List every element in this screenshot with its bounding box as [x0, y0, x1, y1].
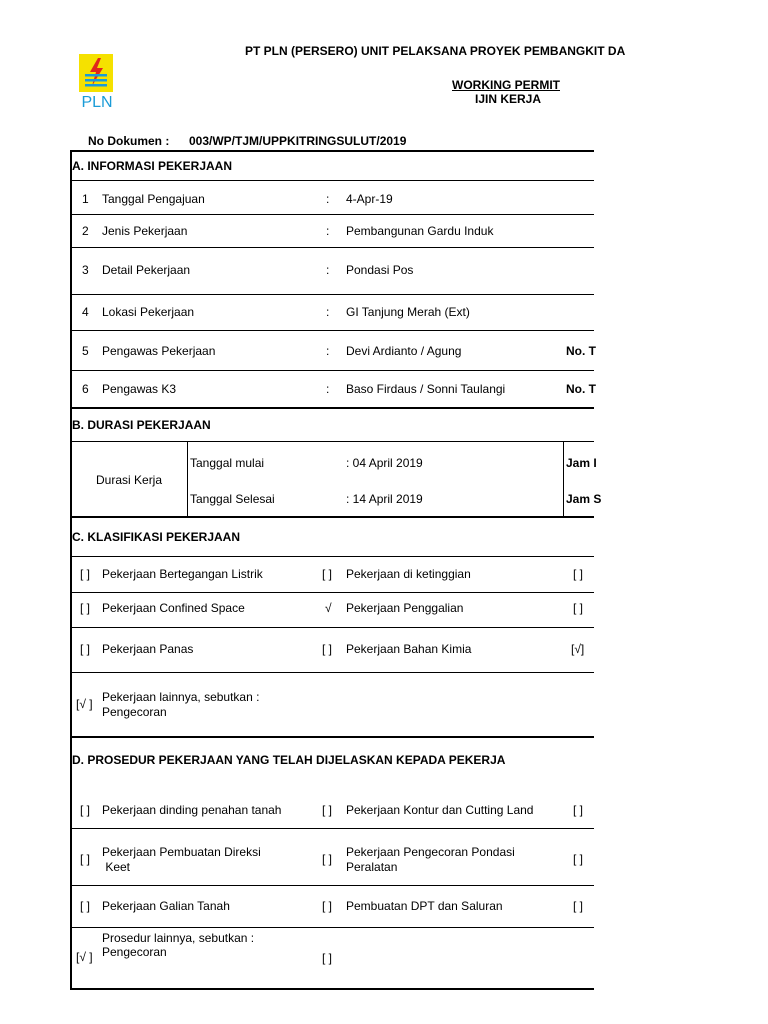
row-no: 1: [82, 192, 89, 206]
row-label: Pengawas Pekerjaan: [102, 344, 216, 358]
row-sep: :: [326, 192, 330, 206]
row-value: Baso Firdaus / Sonni Taulangi: [346, 382, 506, 396]
checkbox[interactable]: [ ]: [80, 567, 91, 581]
class-label: Pekerjaan Confined Space: [102, 601, 245, 615]
proc-label: Pekerjaan Pembuatan Direksi: [102, 845, 261, 859]
row-no: 3: [82, 263, 89, 277]
section-d-title: D. PROSEDUR PEKERJAAN YANG TELAH DIJELASKAN KEPADA PEKERJA: [72, 753, 506, 767]
page-subtitle: IJIN KERJA: [475, 92, 542, 106]
proc-label: Pekerjaan dinding penahan tanah: [102, 803, 282, 817]
doc-label: No Dokumen :: [88, 134, 170, 148]
row-sep: :: [326, 382, 330, 396]
checkbox[interactable]: √: [325, 601, 332, 615]
row-sep: :: [326, 344, 330, 358]
start-label: Tanggal mulai: [190, 456, 265, 470]
proc-label-cont: Peralatan: [346, 860, 398, 874]
proc-label: Pekerjaan Galian Tanah: [102, 899, 230, 913]
checkbox[interactable]: [ ]: [573, 601, 584, 615]
class-label: Pekerjaan Bertegangan Listrik: [102, 567, 263, 581]
company-name: PT PLN (PERSERO) UNIT PELAKSANA PROYEK PEMBANGKIT DA: [245, 44, 626, 58]
row-label: Detail Pekerjaan: [102, 263, 191, 277]
row-no: 6: [82, 382, 89, 396]
row-sep: :: [326, 263, 330, 277]
section-c-title: C. KLASIFIKASI PEKERJAAN: [72, 530, 241, 544]
checkbox[interactable]: [ ]: [80, 601, 91, 615]
row-no: 2: [82, 224, 89, 238]
class-label: Pekerjaan Penggalian: [346, 601, 464, 615]
checkbox[interactable]: [ ]: [573, 803, 584, 817]
logo-box: [79, 54, 113, 92]
checkbox[interactable]: [ ]: [322, 899, 333, 913]
row-value: Pondasi Pos: [346, 263, 414, 277]
proc-label: Pembuatan DPT dan Saluran: [346, 899, 503, 913]
checkbox[interactable]: [ ]: [80, 642, 91, 656]
other-value: Pengecoran: [102, 705, 167, 719]
proc-label: Pekerjaan Pengecoran Pondasi: [346, 845, 515, 859]
class-label: Pekerjaan di ketinggian: [346, 567, 471, 581]
end-value: : 14 April 2019: [346, 492, 423, 506]
checkbox[interactable]: [ ]: [573, 852, 584, 866]
section-b-title: B. DURASI PEKERJAAN: [72, 418, 211, 432]
start-extra: Jam I: [566, 456, 597, 470]
row-extra: No. T: [566, 382, 596, 396]
other-value: Pengecoran: [102, 945, 167, 959]
page-title: WORKING PERMIT: [452, 78, 560, 92]
row-value: Devi Ardianto / Agung: [346, 344, 462, 358]
class-label: Pekerjaan Bahan Kimia: [346, 642, 472, 656]
row-no: 5: [82, 344, 89, 358]
row-value: 4-Apr-19: [346, 192, 393, 206]
checkbox[interactable]: [ ]: [322, 642, 333, 656]
checkbox[interactable]: [ ]: [573, 899, 584, 913]
row-label: Jenis Pekerjaan: [102, 224, 188, 238]
checkbox[interactable]: [ ]: [322, 852, 333, 866]
row-no: 4: [82, 305, 89, 319]
doc-number: 003/WP/TJM/UPPKITRINGSULUT/2019: [189, 134, 407, 148]
proc-label-cont: Keet: [102, 860, 131, 874]
checkbox[interactable]: [ ]: [80, 852, 91, 866]
end-label: Tanggal Selesai: [190, 492, 275, 506]
row-extra: No. T: [566, 344, 596, 358]
row-value: Pembangunan Gardu Induk: [346, 224, 494, 238]
checkbox[interactable]: [ ]: [322, 951, 333, 965]
durasi-label: Durasi Kerja: [96, 473, 163, 487]
checkbox[interactable]: [√]: [571, 642, 585, 656]
row-label: Tanggal Pengajuan: [102, 192, 205, 206]
row-sep: :: [326, 305, 330, 319]
checkbox[interactable]: [ ]: [322, 803, 333, 817]
lightning-icon: [79, 54, 113, 92]
row-label: Pengawas K3: [102, 382, 177, 396]
class-label: Pekerjaan Panas: [102, 642, 194, 656]
checkbox[interactable]: [ ]: [573, 567, 584, 581]
logo-text: PLN: [81, 94, 113, 111]
checkbox[interactable]: [ ]: [322, 567, 333, 581]
checkbox[interactable]: [√ ]: [76, 950, 93, 964]
checkbox[interactable]: [√ ]: [76, 697, 93, 711]
other-label: Prosedur lainnya, sebutkan :: [102, 931, 255, 945]
checkbox[interactable]: [ ]: [80, 803, 91, 817]
proc-label: Pekerjaan Kontur dan Cutting Land: [346, 803, 534, 817]
row-label: Lokasi Pekerjaan: [102, 305, 195, 319]
pln-logo: [76, 54, 118, 114]
row-sep: :: [326, 224, 330, 238]
checkbox[interactable]: [ ]: [80, 899, 91, 913]
row-value: GI Tanjung Merah (Ext): [346, 305, 470, 319]
other-label: Pekerjaan lainnya, sebutkan :: [102, 690, 260, 704]
start-value: : 04 April 2019: [346, 456, 423, 470]
end-extra: Jam S: [566, 492, 602, 506]
section-a-title: A. INFORMASI PEKERJAAN: [72, 159, 233, 173]
